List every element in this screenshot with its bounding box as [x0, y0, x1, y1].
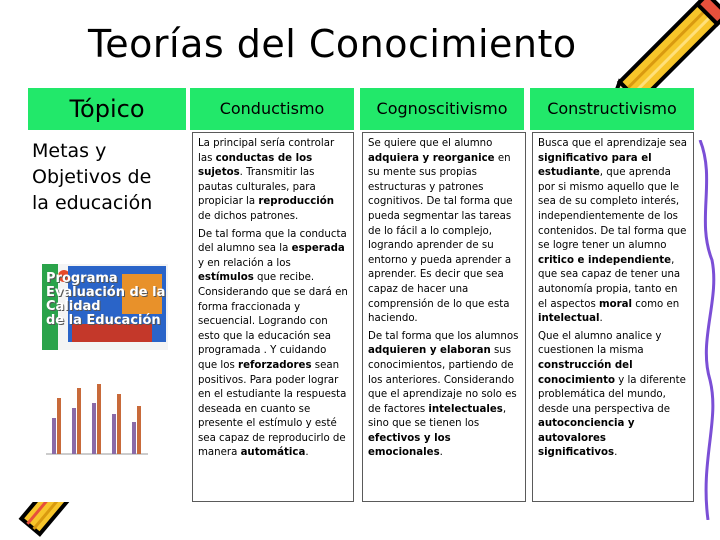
topic-cell: [28, 132, 186, 502]
theories-table: [28, 88, 694, 502]
header-constructivismo: Constructivismo: [530, 88, 694, 130]
topic-text: Metas y Objetivos de la educación: [32, 140, 153, 214]
header-topic: Tópico: [28, 88, 186, 130]
conductismo-paragraph-1: La principal sería controlar las conductas de los sujetos. Transmitir las pautas culturales, para propiciar la reproducción de dichos patrones.: [198, 138, 335, 222]
program-cover-image: [42, 264, 168, 350]
cognoscitivismo-paragraph-1: Se quiere que el alumno adquiera y reorganice en su mente sus propias estructuras y patrones cognitivos. De tal forma que pueda segmentar las tareas de lo fácil a lo complejo, logrando aprender de su entorno y pueda aprender a aprender. Es decir que sea capaz de hacer una comprensión de lo que esta haciendo.: [368, 138, 513, 325]
spiral-decoration: [694, 140, 720, 520]
cell-cognoscitivismo: [362, 132, 526, 502]
cover-title: Programa Evaluación de la Calidad de la Educación: [46, 271, 166, 328]
page-title: Teorías del Conocimiento: [88, 22, 577, 66]
header-conductismo: Conductismo: [190, 88, 354, 130]
bar-chart-thumbnail-icon: [42, 358, 152, 458]
header-cognoscitivismo: Cognoscitivismo: [360, 88, 524, 130]
cell-conductismo: [192, 132, 354, 502]
cognoscitivismo-paragraph-2: De tal forma que los alumnos adquieren y elaboran sus conocimientos, partiendo de los anteriores. Considerando que el aprendizaje no solo es de factores intelectuales, sino que se tienen los efectivos y los emocionales.: [368, 330, 519, 459]
cell-constructivismo: [532, 132, 694, 502]
constructivismo-paragraph-1: Busca que el aprendizaje sea significativo para el estudiante, que aprenda por si mismo aquello que le sea de su completo interés, independientemente de los contenidos. De tal forma que se logre tener un alumno critico e independiente, que sea capaz de tener una autonomía propia, tanto en el aspectos moral como en intelectual.: [538, 138, 688, 325]
constructivismo-paragraph-2: Que el alumno analice y cuestionen la misma construcción del conocimiento y la diferente problemática del mundo, desde una perspectiva de autoconciencia y autovalores significativos.: [538, 330, 686, 459]
conductismo-paragraph-2: De tal forma que la conducta del alumno sea la esperada y en relación a los estímulos que recibe. Considerando que se dará en forma fraccionada y secuencial. Logrando con esto que la educación sea programada . Y cuidando que los reforzadores sean positivos. Para poder lograr en el estudiante la respuesta deseada en cuanto se presente el estímulo y esté sea capaz de reproducirlo de manera automática.: [198, 228, 348, 459]
